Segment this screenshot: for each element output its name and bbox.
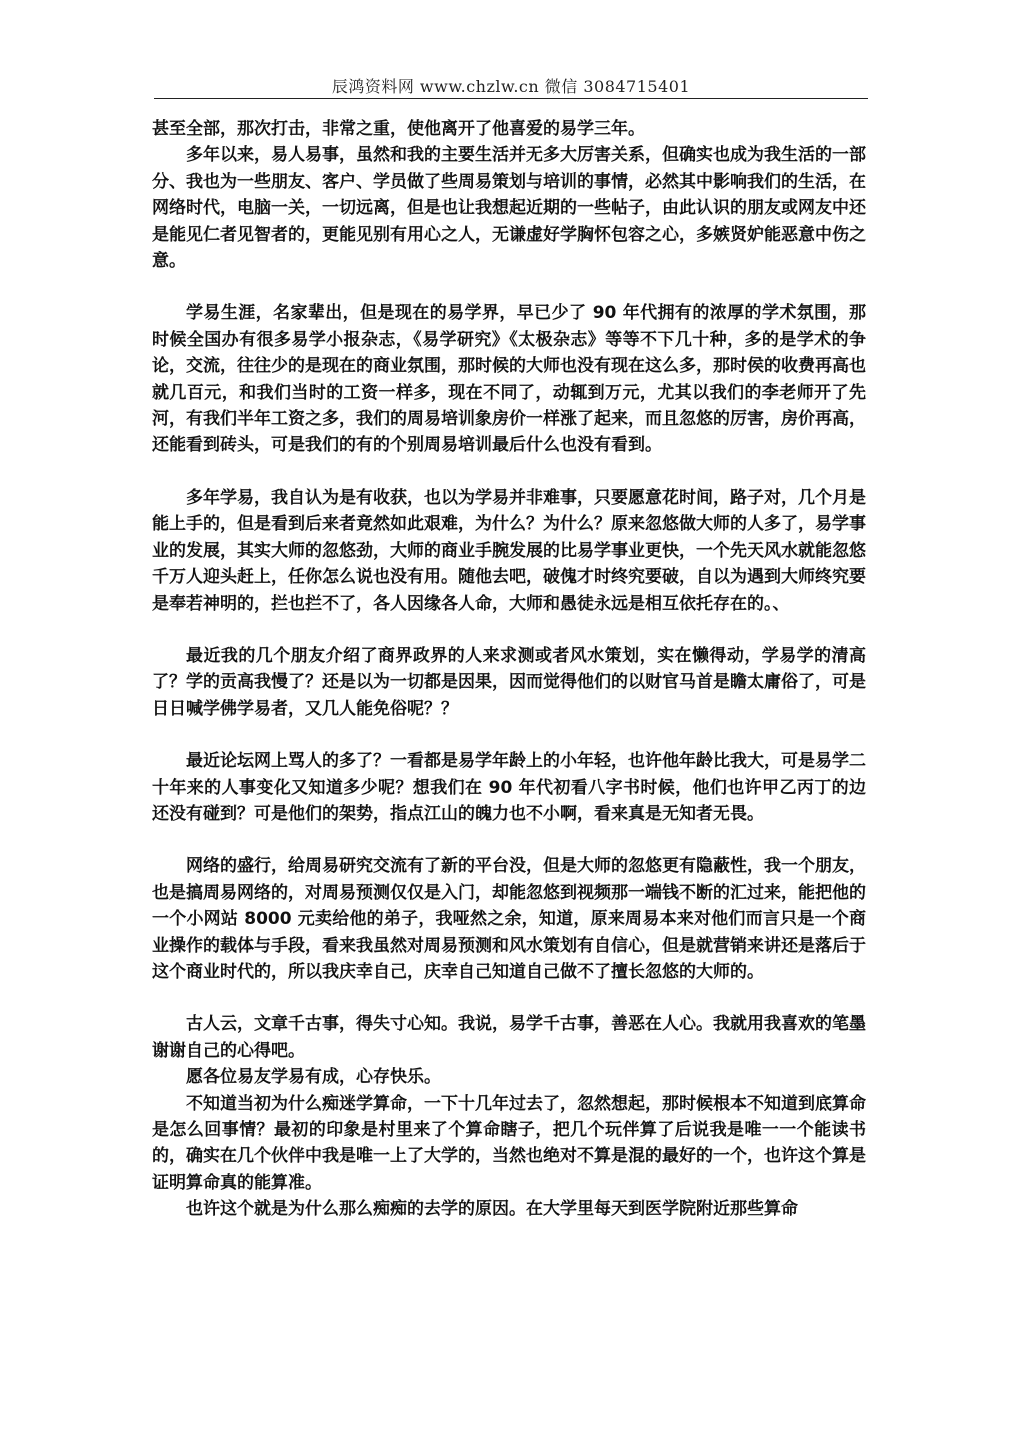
page-header: 辰鸿资料网 www.chzlw.cn 微信 3084715401	[331, 77, 691, 96]
paragraph: 网络的盛行，给周易研究交流有了新的平台没，但是大师的忽悠更有隐蔽性，我一个朋友，也是搞周易网络的，对周易预测仅仅是入门，却能忽悠到视频那一端钱不断的汇过来，能把他的一个小网站 8000 元卖给他的弟子，我哑然之余，知道，原来周易本来对他们而言只是一个商业操作的载体与手段，看来我虽然对周易预测和风水策划有自信心，但是就营销来讲还是落后于这个商业时代的，所以我庆幸自己，庆幸自己知道自己做不了擅长忽悠的大师的。	[152, 856, 866, 982]
document-body	[152, 116, 866, 1223]
paragraph: 多年以来，易人易事，虽然和我的主要生活并无多大厉害关系，但确实也成为我生活的一部分、我也为一些朋友、客户、学员做了些周易策划与培训的事情，必然其中影响我们的生活，在网络时代，电脑一关，一切远离，但是也让我想起近期的一些帖子，由此认识的朋友或网友中还是能见仁者见智者的，更能见别有用心之人，无谦虚好学胸怀包容之心，多嫉贤妒能恶意中伤之意。	[152, 145, 866, 272]
header-divider	[154, 98, 868, 99]
paragraph: 甚至全部，那次打击，非常之重，使他离开了他喜爱的易学三年。	[152, 119, 645, 139]
paragraph: 多年学易，我自认为是有收获，也以为学易并非难事，只要愿意花时间，路子对，几个月是能上手的，但是看到后来者竟然如此艰难，为什么？为什么？原来忽悠做大师的人多了，易学事业的发展，其实大师的忽悠劲，大师的商业手腕发展的比易学事业更快，一个先天风水就能忽悠千万人迎头赶上，任你怎么说也没有用。随他去吧，破傀才时终究要破，自以为遇到大师终究要是奉若神明的，拦也拦不了，各人因缘各人命，大师和愚徒永远是相互依托存在的。、	[152, 487, 866, 614]
paragraph: 古人云，文章千古事，得失寸心知。我说，易学千古事，善恶在人心。我就用我喜欢的笔墨谢谢自己的心得吧。	[152, 1014, 866, 1061]
paragraph: 学易生涯，名家辈出，但是现在的易学界，早已少了 90 年代拥有的浓厚的学术氛围，那时候全国办有很多易学小报杂志，《易学研究》《太极杂志》等等不下几十种，多的是学术的争论，交流，往往少的是现在的商业氛围，那时候的大师也没有现在这么多，那时侯的收费再高也就几百元，和我们当时的工资一样多，现在不同了，动辄到万元，尤其以我们的李老师开了先河，有我们半年工资之多，我们的周易培训象房价一样涨了起来，而且忽悠的厉害，房价再高，还能看到砖头，可是我们的有的个别周易培训最后什么也没有看到。	[152, 303, 866, 456]
paragraph: 不知道当初为什么痴迷学算命，一下十几年过去了，忽然想起，那时候根本不知道到底算命是怎么回事情？最初的印象是村里来了个算命瞎子，把几个玩伴算了后说我是唯一一个能读书的，确实在几个伙伴中我是唯一上了大学的，当然也绝对不算是混的最好的一个，也许这个算是证明算命真的能算准。	[152, 1093, 866, 1193]
paragraph: 也许这个就是为什么那么痴痴的去学的原因。在大学里每天到医学院附近那些算命	[186, 1199, 798, 1220]
paragraph: 最近我的几个朋友介绍了商界政界的人来求测或者风水策划，实在懒得动，学易学的清高了？学的贡高我慢了？还是以为一切都是因果，因而觉得他们的以财官马首是瞻太庸俗了，可是日日喊学佛学易者，又几人能免俗呢？？	[152, 645, 866, 719]
paragraph: 最近论坛网上骂人的多了？一看都是易学年龄上的小年轻，也许他年龄比我大，可是易学二十年来的人事变化又知道多少呢？想我们在 90 年代初看八字书时候，他们也许甲乙丙丁的边还没有碰到？可是他们的架势，指点江山的魄力也不小啊，看来真是无知者无畏。	[152, 751, 866, 824]
paragraph: 愿各位易友学易有成，心存快乐。	[186, 1067, 441, 1088]
